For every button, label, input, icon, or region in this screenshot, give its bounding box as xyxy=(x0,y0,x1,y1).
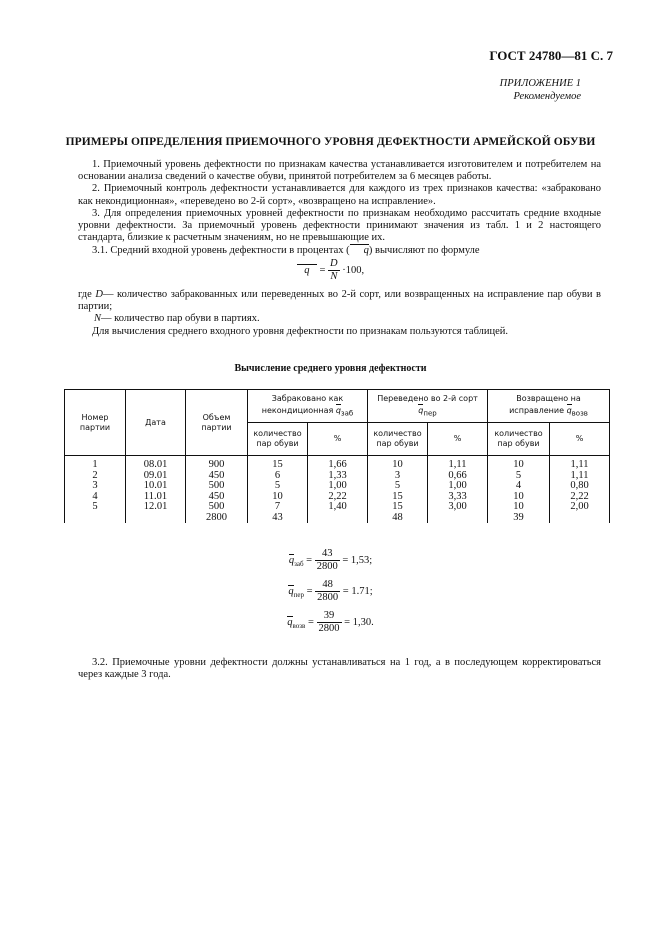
table-total-row xyxy=(65,513,610,524)
cell: 5 xyxy=(248,481,308,492)
cell: 15 xyxy=(368,502,428,513)
col-transferred-label: Переведено во 2-й сорт xyxy=(377,393,478,403)
cell: 43 xyxy=(248,513,308,524)
cell: 1,40 xyxy=(308,502,368,513)
formula-lhs: q xyxy=(297,264,317,276)
main-formula xyxy=(0,258,661,283)
formula-eq: = xyxy=(319,264,326,276)
result-fraction xyxy=(315,548,340,573)
cell xyxy=(428,513,488,524)
cell: 2,22 xyxy=(308,492,368,503)
result-numerator: 43 xyxy=(315,548,340,561)
formula-denominator: N xyxy=(330,271,338,282)
cell: 15 xyxy=(248,456,308,471)
appendix-note: Рекомендуемое xyxy=(513,91,581,102)
cell: 2800 xyxy=(186,513,248,524)
appendix-label xyxy=(500,77,581,103)
cell: 6 xyxy=(248,471,308,482)
page-title: ПРИМЕРЫ ОПРЕДЕЛЕНИЯ ПРИЕМОЧНОГО УРОВНЯ ДЕФЕКТНОСТИ АРМЕЙСКОЙ ОБУВИ xyxy=(65,136,596,148)
col-transferred-pct: % xyxy=(428,423,488,456)
cell: 48 xyxy=(368,513,428,524)
col-returned-label: Возвращено на исправление xyxy=(509,393,581,415)
intro-paragraphs xyxy=(78,159,601,258)
result-sub: пер xyxy=(293,591,304,599)
formula-numerator: D xyxy=(330,258,338,269)
table-note: Для вычисления среднего входного уровня дефектности по признакам пользуются таблицей. xyxy=(92,325,509,337)
cell: 09.01 xyxy=(126,471,186,482)
cell: 1,11 xyxy=(428,456,488,471)
result-denominator: 2800 xyxy=(318,623,340,634)
cell: 11.01 xyxy=(126,492,186,503)
cell: 0,80 xyxy=(550,481,610,492)
cell: 4 xyxy=(488,481,550,492)
result-denominator: 2800 xyxy=(316,561,338,572)
col-returned-symbol: q xyxy=(566,405,572,415)
where-intro: где xyxy=(78,289,92,300)
cell: 10 xyxy=(488,502,550,513)
cell: 10 xyxy=(488,456,550,471)
paragraph-1: 1. Приемочный уровень дефектности по признакам качества устанавливается изготовителем и потребителем на основании анализа сведений о качестве обуви, принятой потребителем за 6 месяцев работы. xyxy=(78,159,601,183)
result-sub: заб xyxy=(294,560,304,568)
cell xyxy=(550,513,610,524)
result-formula-returned: $q_{возв}$ = $\frac{39}{2800}$ = 1,30. xyxy=(287,610,374,634)
result-value: = 1,53; xyxy=(342,554,373,566)
result-numerator: 48 xyxy=(315,579,340,592)
cell xyxy=(65,513,126,524)
cell: 08.01 xyxy=(126,456,186,471)
col-returned-qty: количество пар обуви xyxy=(488,423,550,456)
cell: 0,66 xyxy=(428,471,488,482)
result-sub: возв xyxy=(292,622,306,630)
col-transferred xyxy=(368,390,488,423)
cell: 500 xyxy=(186,481,248,492)
col-rejected-symbol: q xyxy=(335,405,341,415)
paragraph-2: 2. Приемочный контроль дефектности устанавливается для каждого из трех признаков качества: «забраковано как некондиционная», «переведено во 2-й сорт», «возвращено на исправление». xyxy=(78,183,601,207)
cell: 2 xyxy=(65,471,126,482)
cell: 10 xyxy=(488,492,550,503)
where-D-symbol: D xyxy=(95,289,103,300)
result-formula-rejected: $q_{заб}$ = $\frac{43}{2800}$ = 1,53; xyxy=(288,548,373,572)
paragraph-3-1-text: 3.1. Средний входной уровень дефектности в процентах xyxy=(92,245,344,257)
where-D xyxy=(78,289,601,313)
cell: 2,22 xyxy=(550,492,610,503)
result-symbol: q xyxy=(287,616,293,628)
col-rejected-label: Забраковано как некондиционная xyxy=(261,393,344,415)
result-formula-transferred: $q_{пер}$ = $\frac{48}{2800}$ = 1.71; xyxy=(288,579,373,603)
cell: 3 xyxy=(65,481,126,492)
cell: 1,11 xyxy=(550,456,610,471)
cell: 900 xyxy=(186,456,248,471)
col-returned-pct: % xyxy=(550,423,610,456)
col-returned xyxy=(488,390,610,423)
col-rejected-pct: % xyxy=(308,423,368,456)
where-N-text: — количество пар обуви в партиях. xyxy=(101,313,260,325)
result-value: = 1.71; xyxy=(342,585,373,597)
cell: 39 xyxy=(488,513,550,524)
paragraph-3-1-tail: вычисляют по формуле xyxy=(375,245,480,257)
cell: 15 xyxy=(368,492,428,503)
col-date: Дата xyxy=(126,390,186,456)
result-denominator: 2800 xyxy=(317,592,339,603)
cell: 10.01 xyxy=(126,481,186,492)
table-row xyxy=(65,481,610,492)
result-fraction xyxy=(315,579,340,604)
where-block xyxy=(78,289,601,338)
cell: 7 xyxy=(248,502,308,513)
paragraph-3-2-block xyxy=(78,657,601,681)
cell: 5 xyxy=(488,471,550,482)
cell: 10 xyxy=(248,492,308,503)
cell: 1,00 xyxy=(428,481,488,492)
col-transferred-symbol: q xyxy=(418,405,424,415)
q-mean-symbol: q xyxy=(350,244,369,256)
result-value: = 1,30. xyxy=(344,616,374,628)
cell: 12.01 xyxy=(126,502,186,513)
where-N-symbol: N xyxy=(94,313,102,325)
result-symbol: q xyxy=(288,554,295,566)
where-D-text: — количество забракованных или переведенных во 2-й сорт, или возвращенных на исправление пар обуви в партии; xyxy=(78,289,601,313)
col-batch: Номер партии xyxy=(65,390,126,456)
col-rejected-qty: количество пар обуви xyxy=(248,423,308,456)
table-row xyxy=(65,456,610,471)
col-rejected xyxy=(248,390,368,423)
cell: 450 xyxy=(186,492,248,503)
table-caption: Вычисление среднего уровня дефектности xyxy=(234,363,427,374)
cell: 1,66 xyxy=(308,456,368,471)
result-symbol: q xyxy=(288,585,294,597)
cell: 3,00 xyxy=(428,502,488,513)
cell: 500 xyxy=(186,502,248,513)
cell xyxy=(308,513,368,524)
col-rejected-sub: заб xyxy=(340,409,354,418)
formula-fraction xyxy=(328,258,340,283)
col-transferred-sub: пер xyxy=(423,409,437,418)
defect-table xyxy=(64,389,610,523)
paragraph-3-2: 3.2. Приемочные уровни дефектности должны устанавливаться на 1 год, а в последующем корректироваться через каждые 3 года. xyxy=(78,657,601,681)
cell: 1,00 xyxy=(308,481,368,492)
result-numerator: 39 xyxy=(317,610,342,623)
paragraph-3-1: 3.1. Средний входной уровень дефектности в процентах ( q) вычисляют по формуле xyxy=(92,245,480,257)
cell: 10 xyxy=(368,456,428,471)
cell: 2,00 xyxy=(550,502,610,513)
cell: 450 xyxy=(186,471,248,482)
cell: 3,33 xyxy=(428,492,488,503)
standard-code: ГОСТ 24780—81 С. 7 xyxy=(489,48,613,63)
cell: 1 xyxy=(65,456,126,471)
formula-tail: ·100, xyxy=(342,264,365,276)
where-N xyxy=(78,313,601,325)
cell: 5 xyxy=(65,502,126,513)
paragraph-3: 3. Для определения приемочных уровней дефектности по признакам необходимо рассчитать средние входные уровни дефектности. За приемочный уровень дефектности принимают значения из табл. 1 и 2 настоящего стандарта, близкие к расчетным значениям, но не превышающие их. xyxy=(78,207,601,244)
result-fraction xyxy=(317,610,342,635)
col-volume: Объем партии xyxy=(186,390,248,456)
cell: 5 xyxy=(368,481,428,492)
col-transferred-qty: количество пар обуви xyxy=(368,423,428,456)
cell: 1,33 xyxy=(308,471,368,482)
table-row xyxy=(65,502,610,513)
cell xyxy=(126,513,186,524)
cell: 4 xyxy=(65,492,126,503)
col-returned-sub: возв xyxy=(571,409,588,418)
cell: 1,11 xyxy=(550,471,610,482)
cell: 3 xyxy=(368,471,428,482)
appendix-title: ПРИЛОЖЕНИЕ 1 xyxy=(499,78,581,89)
